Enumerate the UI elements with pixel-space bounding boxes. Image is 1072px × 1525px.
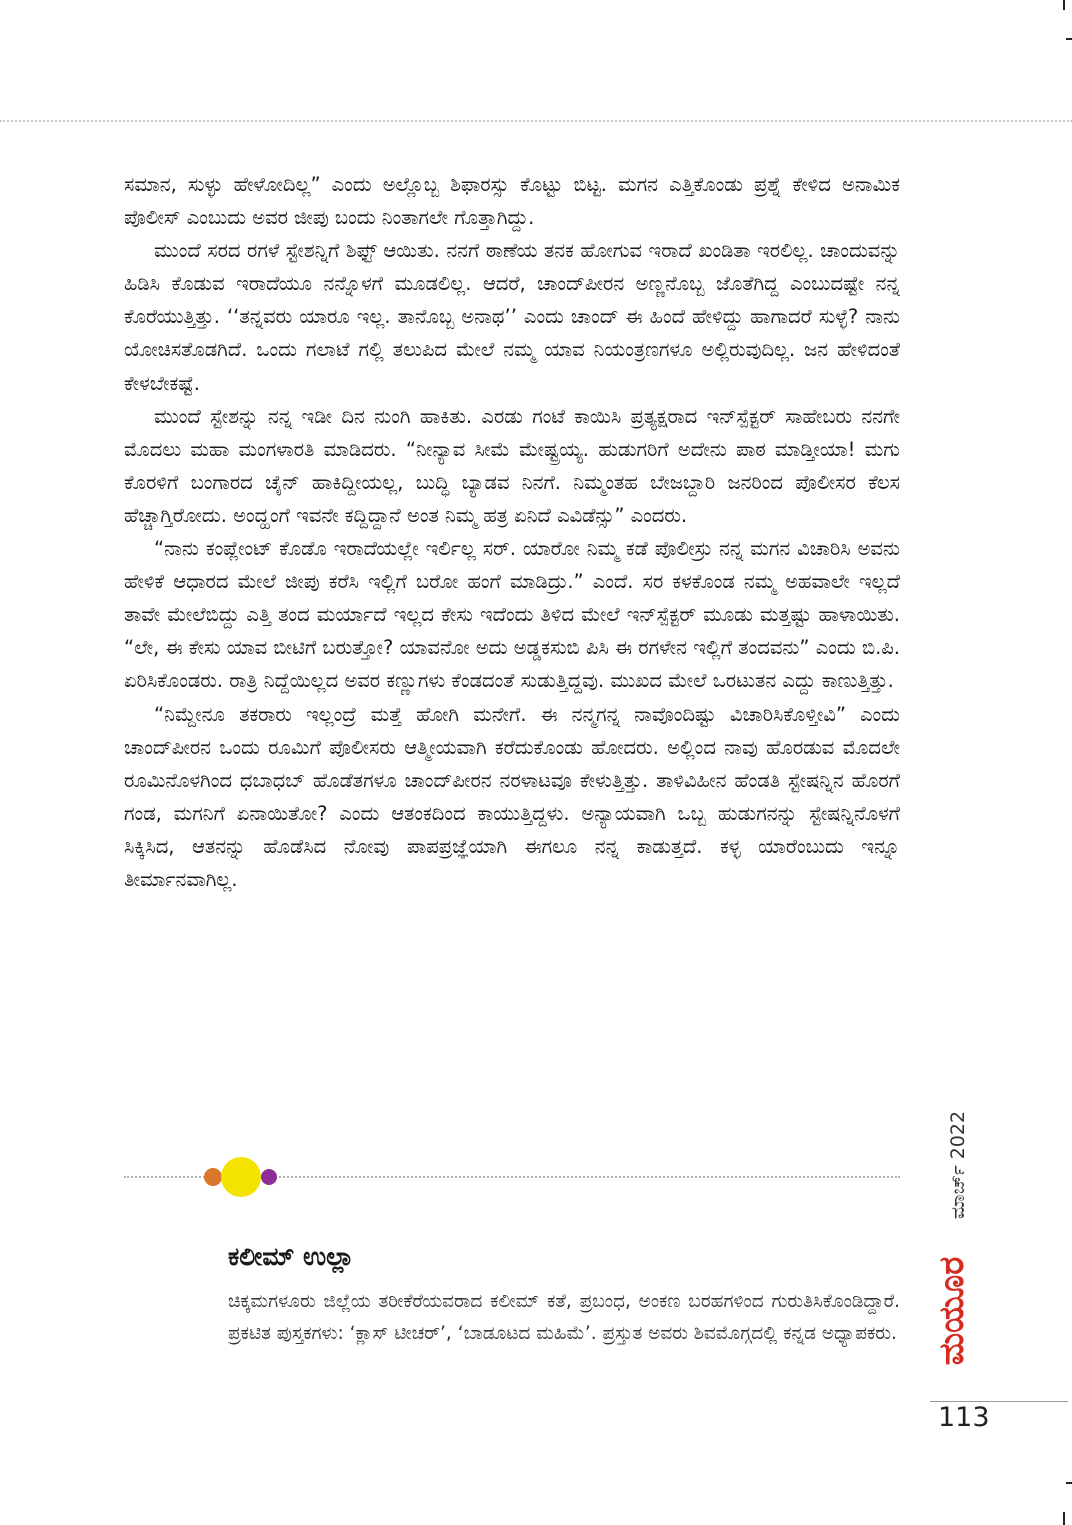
issue-date [944,1100,972,1230]
decorative-divider [124,1162,900,1192]
article-body [124,168,900,896]
body-paragraph: ಸಮಾನ, ಸುಳ್ಳು ಹೇಳೋದಿಲ್ಲ” ಎಂದು ಅಲ್ಲೊಬ್ಬ ಶಿಫಾರಸ್ಸು ಕೊಟ್ಟು ಬಿಟ್ಟ. ಮಗನ ಎತ್ತಿಕೊಂಡು ಪ್ರಶ್ನೆ ಕೇಳಿದ ಅನಾಮಿಕ ಪೊಲೀಸ್ ಎಂಬುದು ಅವರ ಜೀಪು ಬಂದು ನಿಂತಾಗಲೇ ಗೊತ್ತಾಗಿದ್ದು. [124,173,900,230]
top-dotted-rule [0,120,1072,122]
magazine-name: ಮಯೂರ [932,1256,972,1366]
magazine-logo [930,1236,974,1386]
crop-mark [1066,1482,1072,1484]
crop-mark [1063,1512,1065,1525]
issue-date-text: ಮಾರ್ಚ್ 2022 [947,1110,969,1220]
yellow-dot-icon [221,1157,261,1197]
orange-dot-icon [204,1168,222,1186]
author-bio: ಚಿಕ್ಕಮಗಳೂರು ಜಿಲ್ಲೆಯ ತರೀಕೆರೆಯವರಾದ ಕಲೀಮ್ ಕತೆ, ಪ್ರಬಂಧ, ಅಂಕಣ ಬರಹಗಳಿಂದ ಗುರುತಿಸಿಕೊಂಡಿದ್ದಾರೆ. ಪ್ರಕಟಿತ ಪುಸ್ತಕಗಳು: ‘ಕ್ಲಾಸ್ ಟೀಚರ್’, ‘ಬಾಡೂಟದ ಮಹಿಮೆ’. ಪ್ರಸ್ತುತ ಅವರು ಶಿವಮೊಗ್ಗದಲ್ಲಿ ಕನ್ನಡ ಅಧ್ಯಾಪಕರು. [228,1291,900,1344]
crop-mark [1066,38,1072,40]
page-number: 113 [938,1402,990,1433]
crop-mark [1063,0,1065,10]
purple-dot-icon [261,1169,277,1185]
author-name: ಕಲೀಮ್ ಉಲ್ಲಾ [228,1242,355,1271]
author-box [228,1240,900,1350]
body-paragraph: ಮುಂದೆ ಸ್ಟೇಶನ್ನು ನನ್ನ ಇಡೀ ದಿನ ನುಂಗಿ ಹಾಕಿತು. ಎರಡು ಗಂಟೆ ಕಾಯಿಸಿ ಪ್ರತ್ಯಕ್ಷರಾದ ಇನ್‌ಸ್ಪೆಕ್ಟರ್ ಸಾಹೇಬರು ನನಗೇ ಮೊದಲು ಮಹಾ ಮಂಗಳಾರತಿ ಮಾಡಿದರು. “ನೀನ್ಯಾವ ಸೀಮೆ ಮೇಷ್ಟ್ರಯ್ಯ. ಹುಡುಗರಿಗೆ ಅದೇನು ಪಾಠ ಮಾಡ್ತೀಯಾ! ಮಗು ಕೊರಳಿಗೆ ಬಂಗಾರದ ಚೈನ್ ಹಾಕಿದ್ದೀಯಲ್ಲ, ಬುದ್ಧಿ ಬ್ಯಾಡವ ನಿನಗೆ. ನಿಮ್ಮಂತಹ ಬೇಜಬ್ದಾರಿ ಜನರಿಂದ ಪೊಲೀಸರ ಕೆಲಸ ಹೆಚ್ಚಾಗ್ತಿರೋದು. ಅಂದ್ಹಂಗೆ ಇವನೇ ಕದ್ದಿದ್ದಾನೆ ಅಂತ ನಿಮ್ಮ ಹತ್ರ ಏನಿದೆ ಎವಿಡೆನ್ಸು” ಎಂದರು. [124,404,900,527]
body-paragraph: ಮುಂದೆ ಸರದ ರಗಳೆ ಸ್ಟೇಶನ್ನಿಗೆ ಶಿಫ್ಟ್ ಆಯಿತು. ನನಗೆ ಠಾಣೆಯ ತನಕ ಹೋಗುವ ಇರಾದೆ ಖಂಡಿತಾ ಇರಲಿಲ್ಲ. ಚಾಂದುವನ್ನು ಹಿಡಿಸಿ ಕೊಡುವ ಇರಾದೆಯೂ ನನ್ನೊಳಗೆ ಮೂಡಲಿಲ್ಲ. ಆದರೆ, ಚಾಂದ್‌ಪೀರನ ಅಣ್ಣನೊಬ್ಬ ಜೊತೆಗಿದ್ದ ಎಂಬುದಷ್ಟೇ ನನ್ನ ಕೊರೆಯುತ್ತಿತ್ತು. ‘‘ತನ್ನವರು ಯಾರೂ ಇಲ್ಲ. ತಾನೊಬ್ಬ ಅನಾಥ’’ ಎಂದು ಚಾಂದ್ ಈ ಹಿಂದೆ ಹೇಳಿದ್ದು ಹಾಗಾದರೆ ಸುಳ್ಳೆ? ನಾನು ಯೋಚಿಸತೊಡಗಿದೆ. ಒಂದು ಗಲಾಟೆ ಗಲ್ಲಿ ತಲುಪಿದ ಮೇಲೆ ನಮ್ಮ ಯಾವ ನಿಯಂತ್ರಣಗಳೂ ಅಲ್ಲಿರುವುದಿಲ್ಲ. ಜನ ಹೇಳಿದಂತೆ ಕೇಳಬೇಕಷ್ಟೆ. [124,239,900,395]
body-paragraph: “ನಿಮ್ದೇನೂ ತಕರಾರು ಇಲ್ಲಂದ್ರೆ ಮತ್ತೆ ಹೋಗಿ ಮನೇಗೆ. ಈ ನನ್ಮಗನ್ನ ನಾವೊಂದಿಷ್ಟು ವಿಚಾರಿಸಿಕೊಳ್ತೀವಿ” ಎಂದು ಚಾಂದ್‌ಪೀರನ ಒಂದು ರೂಮಿಗೆ ಪೊಲೀಸರು ಆತ್ಮೀಯವಾಗಿ ಕರೆದುಕೊಂಡು ಹೋದರು. ಅಲ್ಲಿಂದ ನಾವು ಹೊರಡುವ ಮೊದಲೇ ರೂಮಿನೊಳಗಿಂದ ಧಬಾಧಬ್ ಹೊಡೆತಗಳೂ ಚಾಂದ್‌ಪೀರನ ನರಳಾಟವೂ ಕೇಳುತ್ತಿತ್ತು. ತಾಳಿವಿಹೀನ ಹೆಂಡತಿ ಸ್ಟೇಷನ್ನಿನ ಹೊರಗೆ ಗಂಡ, ಮಗನಿಗೆ ಏನಾಯಿತೋ? ಎಂದು ಆತಂಕದಿಂದ ಕಾಯುತ್ತಿದ್ದಳು. ಅನ್ಯಾಯವಾಗಿ ಒಬ್ಬ ಹುಡುಗನನ್ನು ಸ್ಟೇಷನ್ನಿನೊಳಗೆ ಸಿಕ್ಕಿಸಿದ, ಆತನನ್ನು ಹೊಡೆಸಿದ ನೋವು ಪಾಪಪ್ರಜ್ಞೆಯಾಗಿ ಈಗಲೂ ನನ್ನ ಕಾಡುತ್ತದೆ. ಕಳ್ಳ ಯಾರೆಂಬುದು ಇನ್ನೂ ತೀರ್ಮಾನವಾಗಿಲ್ಲ. [124,702,900,891]
body-paragraph: “ನಾನು ಕಂಪ್ಲೇಂಟ್ ಕೊಡೊ ಇರಾದೆಯಲ್ಲೇ ಇರ್ಲಿಲ್ಲ ಸರ್. ಯಾರೋ ನಿಮ್ಮ ಕಡೆ ಪೊಲೀಸ್ರು ನನ್ನ ಮಗನ ವಿಚಾರಿಸಿ ಅವನು ಹೇಳಿಕೆ ಆಧಾರದ ಮೇಲೆ ಜೀಪು ಕರೆಸಿ ಇಲ್ಲಿಗೆ ಬರೋ ಹಂಗೆ ಮಾಡಿದ್ರು.” ಎಂದೆ. ಸರ ಕಳಕೊಂಡ ನಮ್ಮ ಅಹವಾಲೇ ಇಲ್ಲದೆ ತಾವೇ ಮೇಲೆಬಿದ್ದು ಎತ್ತಿ ತಂದ ಮರ್ಯಾದೆ ಇಲ್ಲದ ಕೇಸು ಇದೆಂದು ತಿಳಿದ ಮೇಲೆ ಇನ್‌ಸ್ಪೆಕ್ಟರ್ ಮೂಡು ಮತ್ತಷ್ಟು ಹಾಳಾಯಿತು. “ಲೇ, ಈ ಕೇಸು ಯಾವ ಬೀಟಿಗೆ ಬರುತ್ತೋ? ಯಾವನೋ ಅದು ಅಡ್ಡಕಸುಬಿ ಪಿಸಿ ಈ ರಗಳೇನ ಇಲ್ಲಿಗೆ ತಂದವನು” ಎಂದು ಬಿ.ಪಿ. ಏರಿಸಿಕೊಂಡರು. ರಾತ್ರಿ ನಿದ್ದೆಯಿಲ್ಲದ ಅವರ ಕಣ್ಣುಗಳು ಕೆಂಡದಂತೆ ಸುಡುತ್ತಿದ್ದವು. ಮುಖದ ಮೇಲೆ ಒರಟುತನ ಎದ್ದು ಕಾಣುತ್ತಿತ್ತು. [124,537,900,693]
